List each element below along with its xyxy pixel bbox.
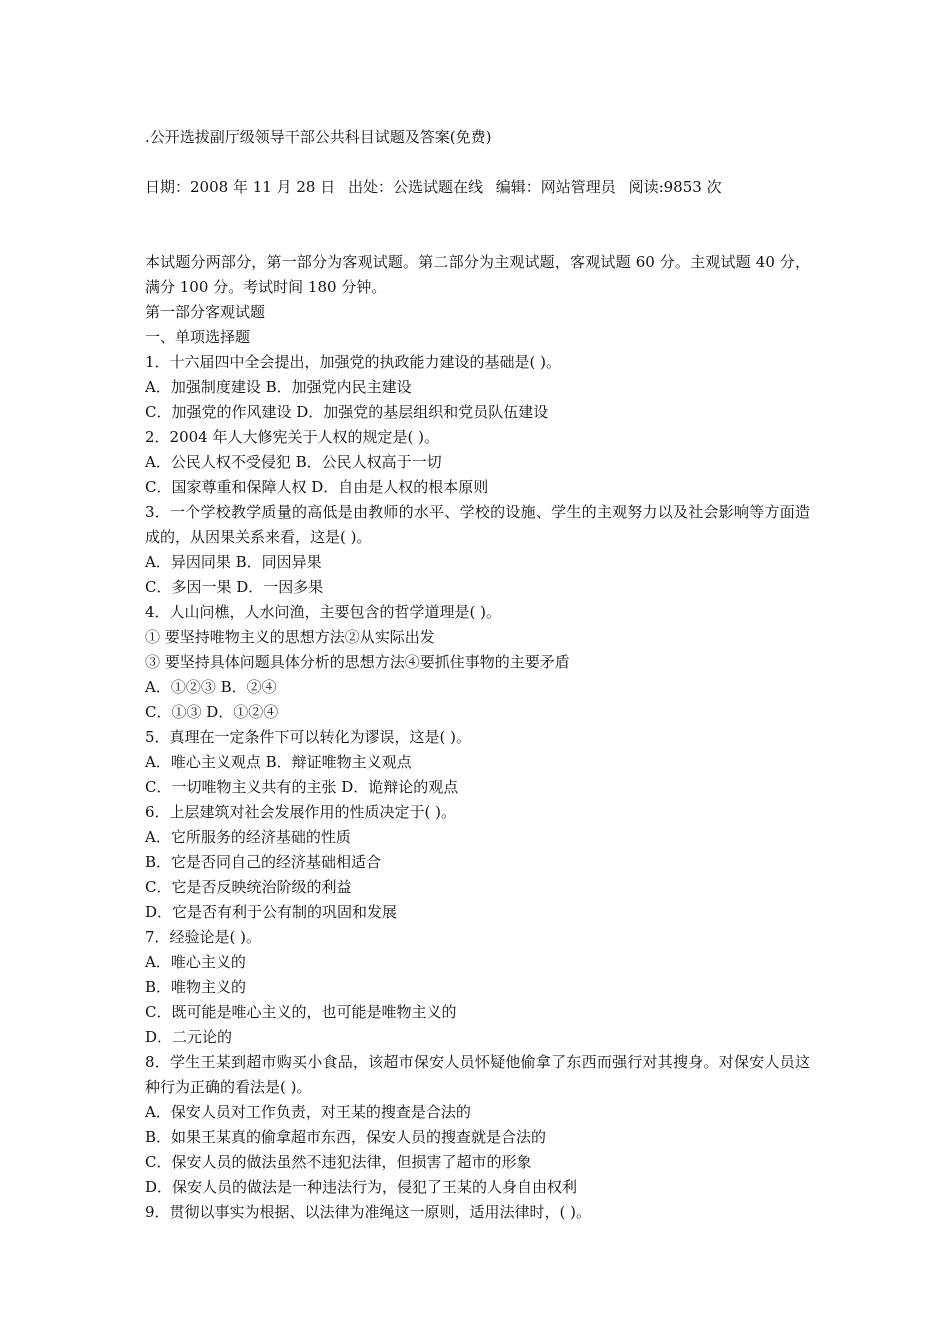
document-meta	[145, 176, 730, 198]
subsection-heading: 一、单项选择题	[145, 328, 251, 346]
question-2-options-ab: A．公民人权不受侵犯 B．公民人权高于一切	[145, 453, 442, 471]
question-4-options-cd: C．①③ D．①②④	[145, 703, 279, 721]
question-8-option-b: B．如果王某真的偷拿超市东西，保安人员的搜查就是合法的	[145, 1128, 547, 1146]
question-7-option-d: D．二元论的	[145, 1028, 233, 1046]
document-body	[145, 250, 810, 1225]
meta-reads: 阅读:9853 次	[628, 178, 722, 196]
question-9: 9．贯彻以事实为根据、以法律为准绳这一原则，适用法律时，( )。	[145, 1203, 592, 1221]
question-5-options-ab: A．唯心主义观点 B．辩证唯物主义观点	[145, 753, 412, 771]
question-6-option-a: A．它所服务的经济基础的性质	[145, 828, 351, 846]
question-8: 8．学生王某到超市购买小食品，该超市保安人员怀疑他偷拿了东西而强行对其搜身。对保安人员这种行为正确的看法是( )。	[145, 1053, 810, 1096]
meta-source: 出处：公选试题在线	[347, 178, 483, 196]
question-1-options-ab: A．加强制度建设 B．加强党内民主建设	[145, 378, 412, 396]
meta-date: 日期：2008 年 11 月 28 日	[145, 178, 336, 196]
question-6-option-d: D．它是否有利于公有制的巩固和发展	[145, 903, 398, 921]
question-7: 7．经验论是( )。	[145, 928, 262, 946]
question-6-option-b: B．它是否同自己的经济基础相适合	[145, 853, 382, 871]
question-3-options-ab: A．异因同果 B．同因异果	[145, 553, 322, 571]
meta-editor: 编辑：网站管理员	[495, 178, 616, 196]
question-1: 1．十六届四中全会提出，加强党的执政能力建设的基础是( )。	[145, 353, 562, 371]
question-1-options-cd: C．加强党的作风建设 D．加强党的基层组织和党员队伍建设	[145, 403, 549, 421]
question-2: 2．2004 年人大修宪关于人权的规定是( )。	[145, 428, 439, 446]
question-6-option-c: C．它是否反映统治阶级的利益	[145, 878, 352, 896]
question-8-option-d: D．保安人员的做法是一种违法行为，侵犯了王某的人身自由权利	[145, 1178, 578, 1196]
question-7-option-c: C．既可能是唯心主义的，也可能是唯物主义的	[145, 1003, 457, 1021]
question-5-options-cd: C．一切唯物主义共有的主张 D．诡辩论的观点	[145, 778, 459, 796]
question-7-option-b: B．唯物主义的	[145, 978, 247, 996]
document-title: .公开选拔副厅级领导干部公共科目试题及答案(免费)	[145, 128, 492, 146]
question-4-statements-12: ① 要坚持唯物主义的思想方法②从实际出发	[145, 628, 435, 646]
question-2-options-cd: C．国家尊重和保障人权 D．自由是人权的根本原则	[145, 478, 489, 496]
question-4-options-ab: A．①②③ B．②④	[145, 678, 277, 696]
question-3-options-cd: C．多因一果 D．一因多果	[145, 578, 324, 596]
question-6: 6．上层建筑对社会发展作用的性质决定于( )。	[145, 803, 457, 821]
intro-paragraph: 本试题分两部分，第一部分为客观试题。第二部分为主观试题，客观试题 60 分。主观试题 40 分，满分 100 分。考试时间 180 分钟。	[145, 253, 810, 296]
question-4: 4．人山问樵，人水问渔，主要包含的哲学道理是( )。	[145, 603, 502, 621]
question-5: 5．真理在一定条件下可以转化为谬误，这是( )。	[145, 728, 472, 746]
section-heading: 第一部分客观试题	[145, 303, 266, 321]
question-7-option-a: A．唯心主义的	[145, 953, 246, 971]
question-8-option-a: A．保安人员对工作负责，对王某的搜查是合法的	[145, 1103, 471, 1121]
question-3: 3．一个学校教学质量的高低是由教师的水平、学校的设施、学生的主观努力以及社会影响等方面造成的，从因果关系来看，这是( )。	[145, 503, 810, 546]
question-4-statements-34: ③ 要坚持具体问题具体分析的思想方法④要抓住事物的主要矛盾	[145, 653, 570, 671]
question-8-option-c: C．保安人员的做法虽然不违犯法律，但损害了超市的形象	[145, 1153, 532, 1171]
